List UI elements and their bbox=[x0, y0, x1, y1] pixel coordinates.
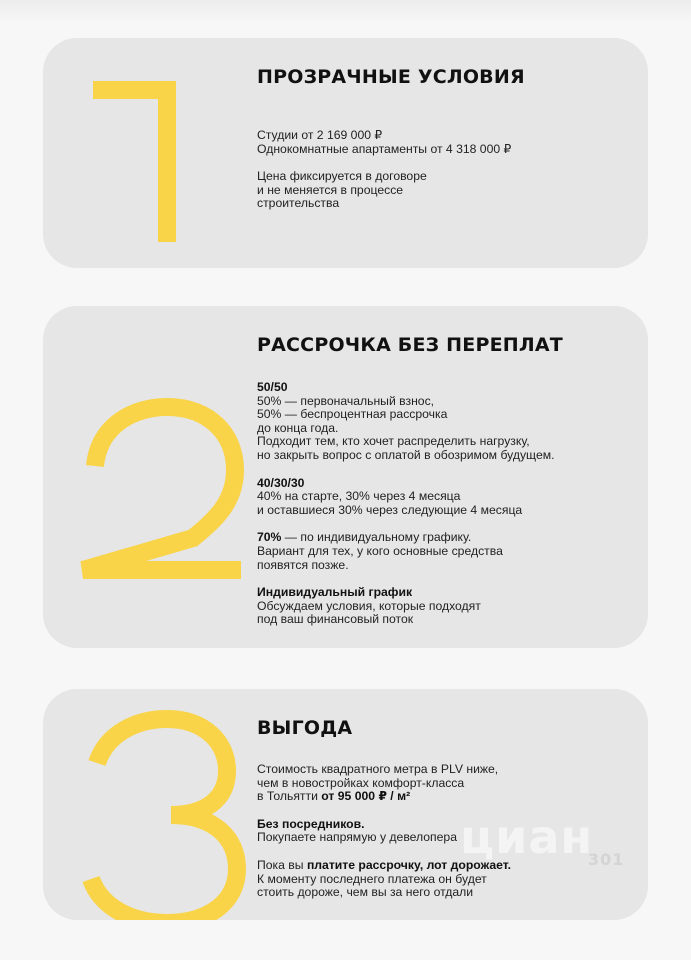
card-title: ВЫГОДА bbox=[257, 717, 353, 739]
number-one-graphic bbox=[43, 38, 248, 268]
option-text: 50% — первоначальный взнос, 50% — беспроцентная рассрочка до конца года. Подходит тем, кто хочет распределить нагрузку, но закрыть вопрос с оплатой в обозримом будущем. bbox=[257, 393, 555, 462]
cian-watermark: циан 301 bbox=[460, 810, 625, 869]
option-head: 40/30/30 bbox=[257, 475, 305, 490]
card-benefit bbox=[43, 689, 648, 920]
option-40-30-30 bbox=[257, 477, 628, 518]
option-inline: — по индивидуальному графику. bbox=[281, 530, 472, 545]
option-head: 50/50 bbox=[257, 380, 288, 394]
option-text: Обсуждаем условия, которые подходят под ваш финансовый поток bbox=[257, 598, 481, 627]
no-intermediaries: Без посредников. Покупаете напрямую у девелопера bbox=[257, 816, 457, 845]
top-shadow bbox=[0, 0, 691, 22]
price-growth-bold: платите рассрочку, лот дорожает. bbox=[306, 857, 512, 872]
option-text: 40% на старте, 30% через 4 месяца и оставшиеся 30% через следующие 4 месяца bbox=[257, 489, 523, 517]
number-two-graphic bbox=[43, 306, 248, 648]
price-growth: Пока вы платите рассрочку, лот дорожает. К моменту последнего платежа он будет стоить дороже, чем вы за него отдали bbox=[257, 857, 512, 900]
price-comparison: Стоимость квадратного метра в PLV ниже, чем в новостройках комфорт-класса в Тольятти от 95 000 ₽ / м² bbox=[257, 762, 499, 804]
big-number-2 bbox=[43, 306, 248, 648]
number-three-graphic bbox=[43, 689, 248, 920]
price-per-sqm: от 95 000 ₽ / м² bbox=[321, 789, 411, 804]
option-head: 70% bbox=[257, 530, 282, 545]
card-transparent-terms bbox=[43, 38, 648, 268]
big-number-1 bbox=[43, 38, 248, 268]
price-fixed-text: Цена фиксируется в договоре и не меняется в процессе строительства bbox=[257, 169, 427, 211]
option-head: Индивидуальный график bbox=[257, 585, 413, 600]
option-50-50 bbox=[257, 381, 628, 463]
option-70 bbox=[257, 531, 628, 572]
card-title: РАССРОЧКА БЕЗ ПЕРЕПЛАТ bbox=[257, 334, 563, 356]
option-individual bbox=[257, 586, 628, 627]
card-title: ПРОЗРАЧНЫЕ УСЛОВИЯ bbox=[257, 66, 525, 88]
option-text: Вариант для тех, у кого основные средства появятся позже. bbox=[257, 543, 503, 572]
big-number-3 bbox=[43, 689, 248, 920]
prices-text: Студии от 2 169 000 ₽ Однокомнатные апартаменты от 4 318 000 ₽ bbox=[257, 128, 512, 156]
card-installment bbox=[43, 306, 648, 648]
no-intermediaries-head: Без посредников. bbox=[257, 816, 365, 831]
